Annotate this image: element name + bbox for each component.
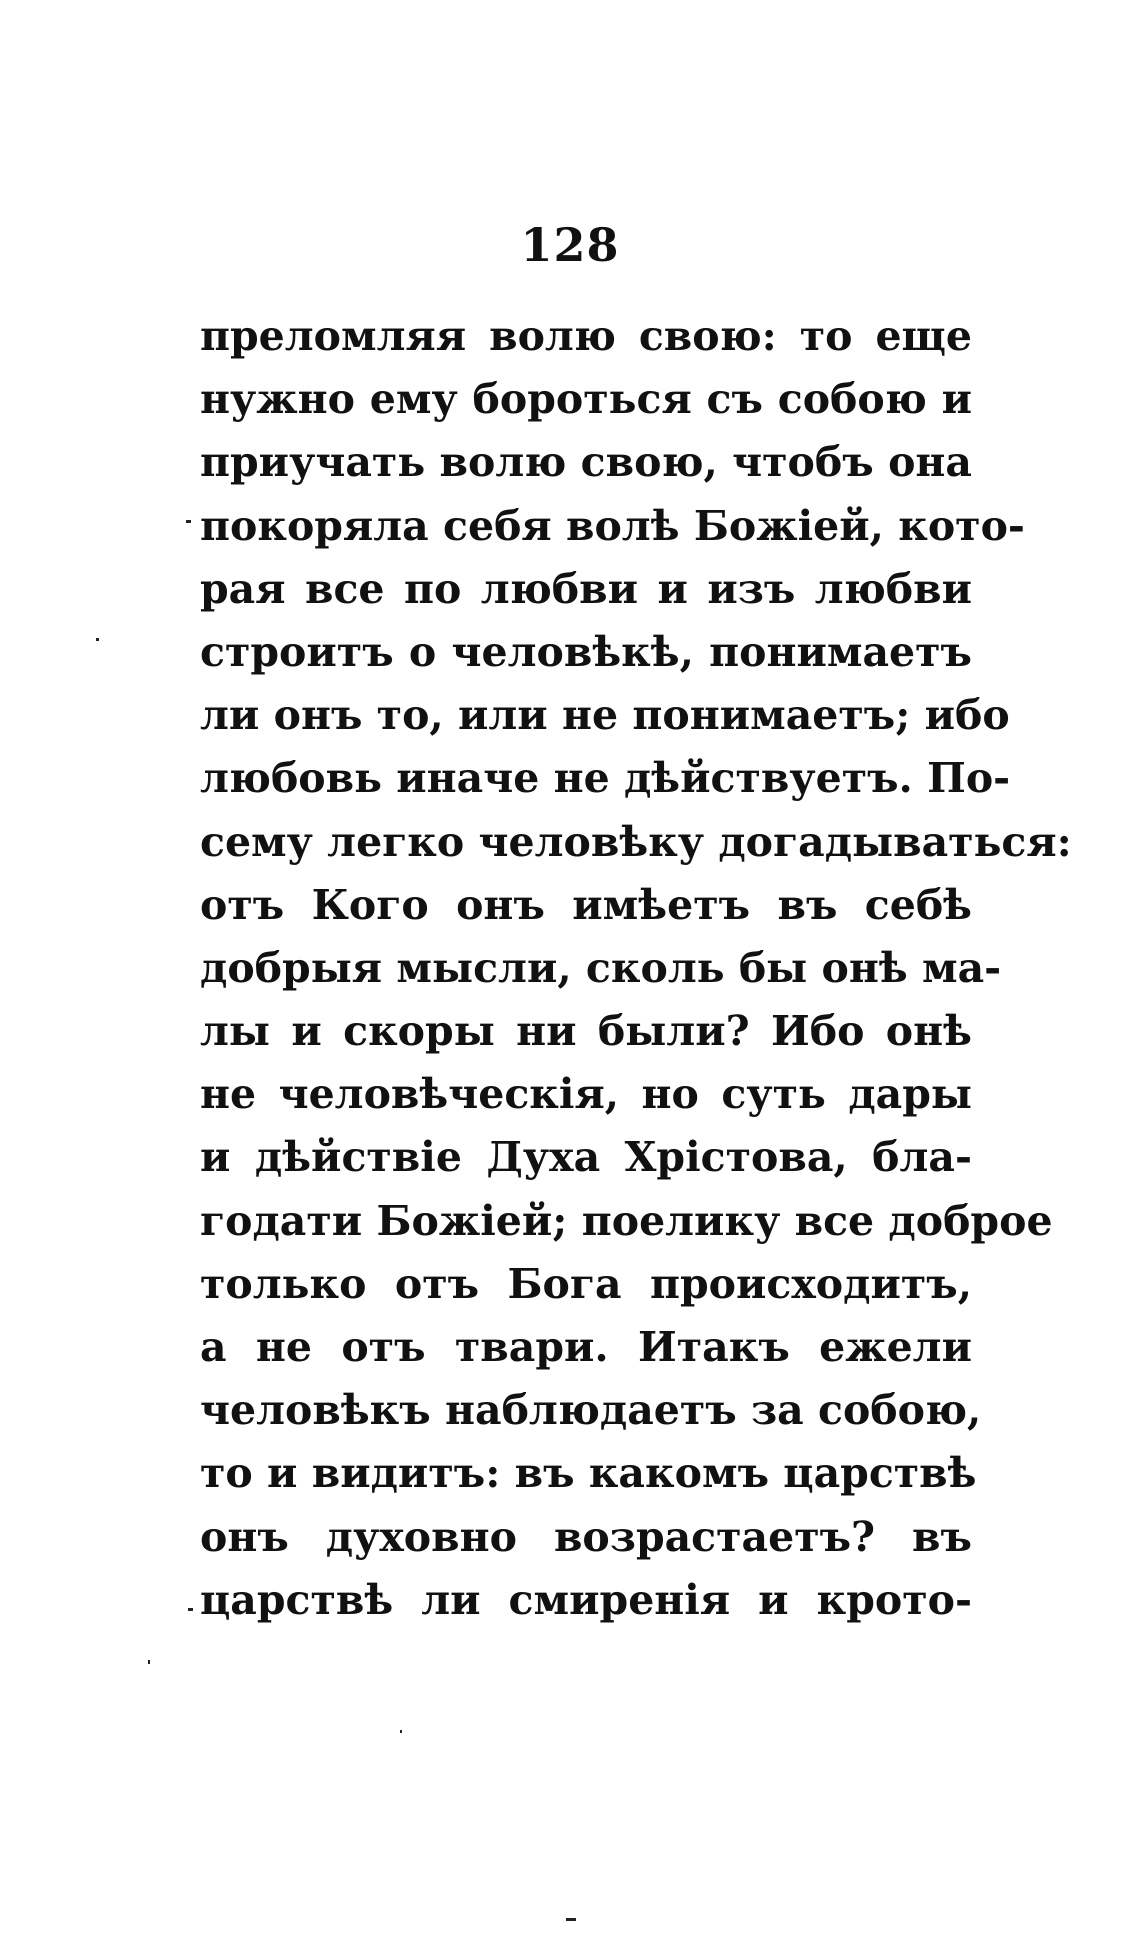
print-speck (148, 1660, 150, 1664)
text-line: преломляя волю свою: то еще (200, 312, 972, 360)
text-line: царствѣ ли смиренія и крото- (200, 1575, 972, 1624)
print-speck (566, 1918, 576, 1921)
text-line: а не отъ твари. Итакъ ежели (200, 1323, 972, 1371)
text-line: только отъ Бога происходитъ, (200, 1259, 972, 1308)
print-speck (400, 1730, 402, 1733)
text-line: человѣкъ наблюдаетъ за собою, (200, 1386, 982, 1435)
text-line: рая все по любви и изъ любви (200, 564, 972, 613)
text-line: любовь иначе не дѣйствуетъ. По- (200, 754, 1011, 803)
body-text (200, 305, 1072, 1632)
print-speck (186, 520, 191, 523)
text-line: отъ Кого онъ имѣетъ въ себѣ (200, 880, 972, 929)
text-line: ли онъ то, или не понимаетъ; ибо (200, 691, 1010, 740)
print-speck (96, 638, 99, 641)
text-line: годати Божіей; поелику все доброе (200, 1196, 1053, 1245)
text-line: строитъ о человѣкѣ, понимаетъ (200, 627, 972, 676)
page-number: 128 (520, 218, 620, 272)
text-line: не человѣческія, но суть дары (200, 1070, 972, 1119)
text-line: лы и скоры ни были? Ибо онѣ (200, 1007, 972, 1056)
text-line: онъ духовно возрастаетъ? въ (200, 1512, 972, 1561)
text-line: покоряла себя волѣ Божіей, кото- (200, 501, 1025, 550)
text-line: добрыя мысли, сколь бы онѣ ма- (200, 943, 1002, 992)
text-line: и дѣйствіе Духа Хрістова, бла- (200, 1133, 972, 1182)
text-line: то и видитъ: въ какомъ царствѣ (200, 1449, 977, 1498)
text-line: нужно ему бороться съ собою и (200, 375, 972, 424)
print-speck (188, 1608, 193, 1611)
text-line: сему легко человѣку догадываться: (200, 817, 1072, 866)
text-line: приучать волю свою, чтобъ она (200, 438, 972, 487)
